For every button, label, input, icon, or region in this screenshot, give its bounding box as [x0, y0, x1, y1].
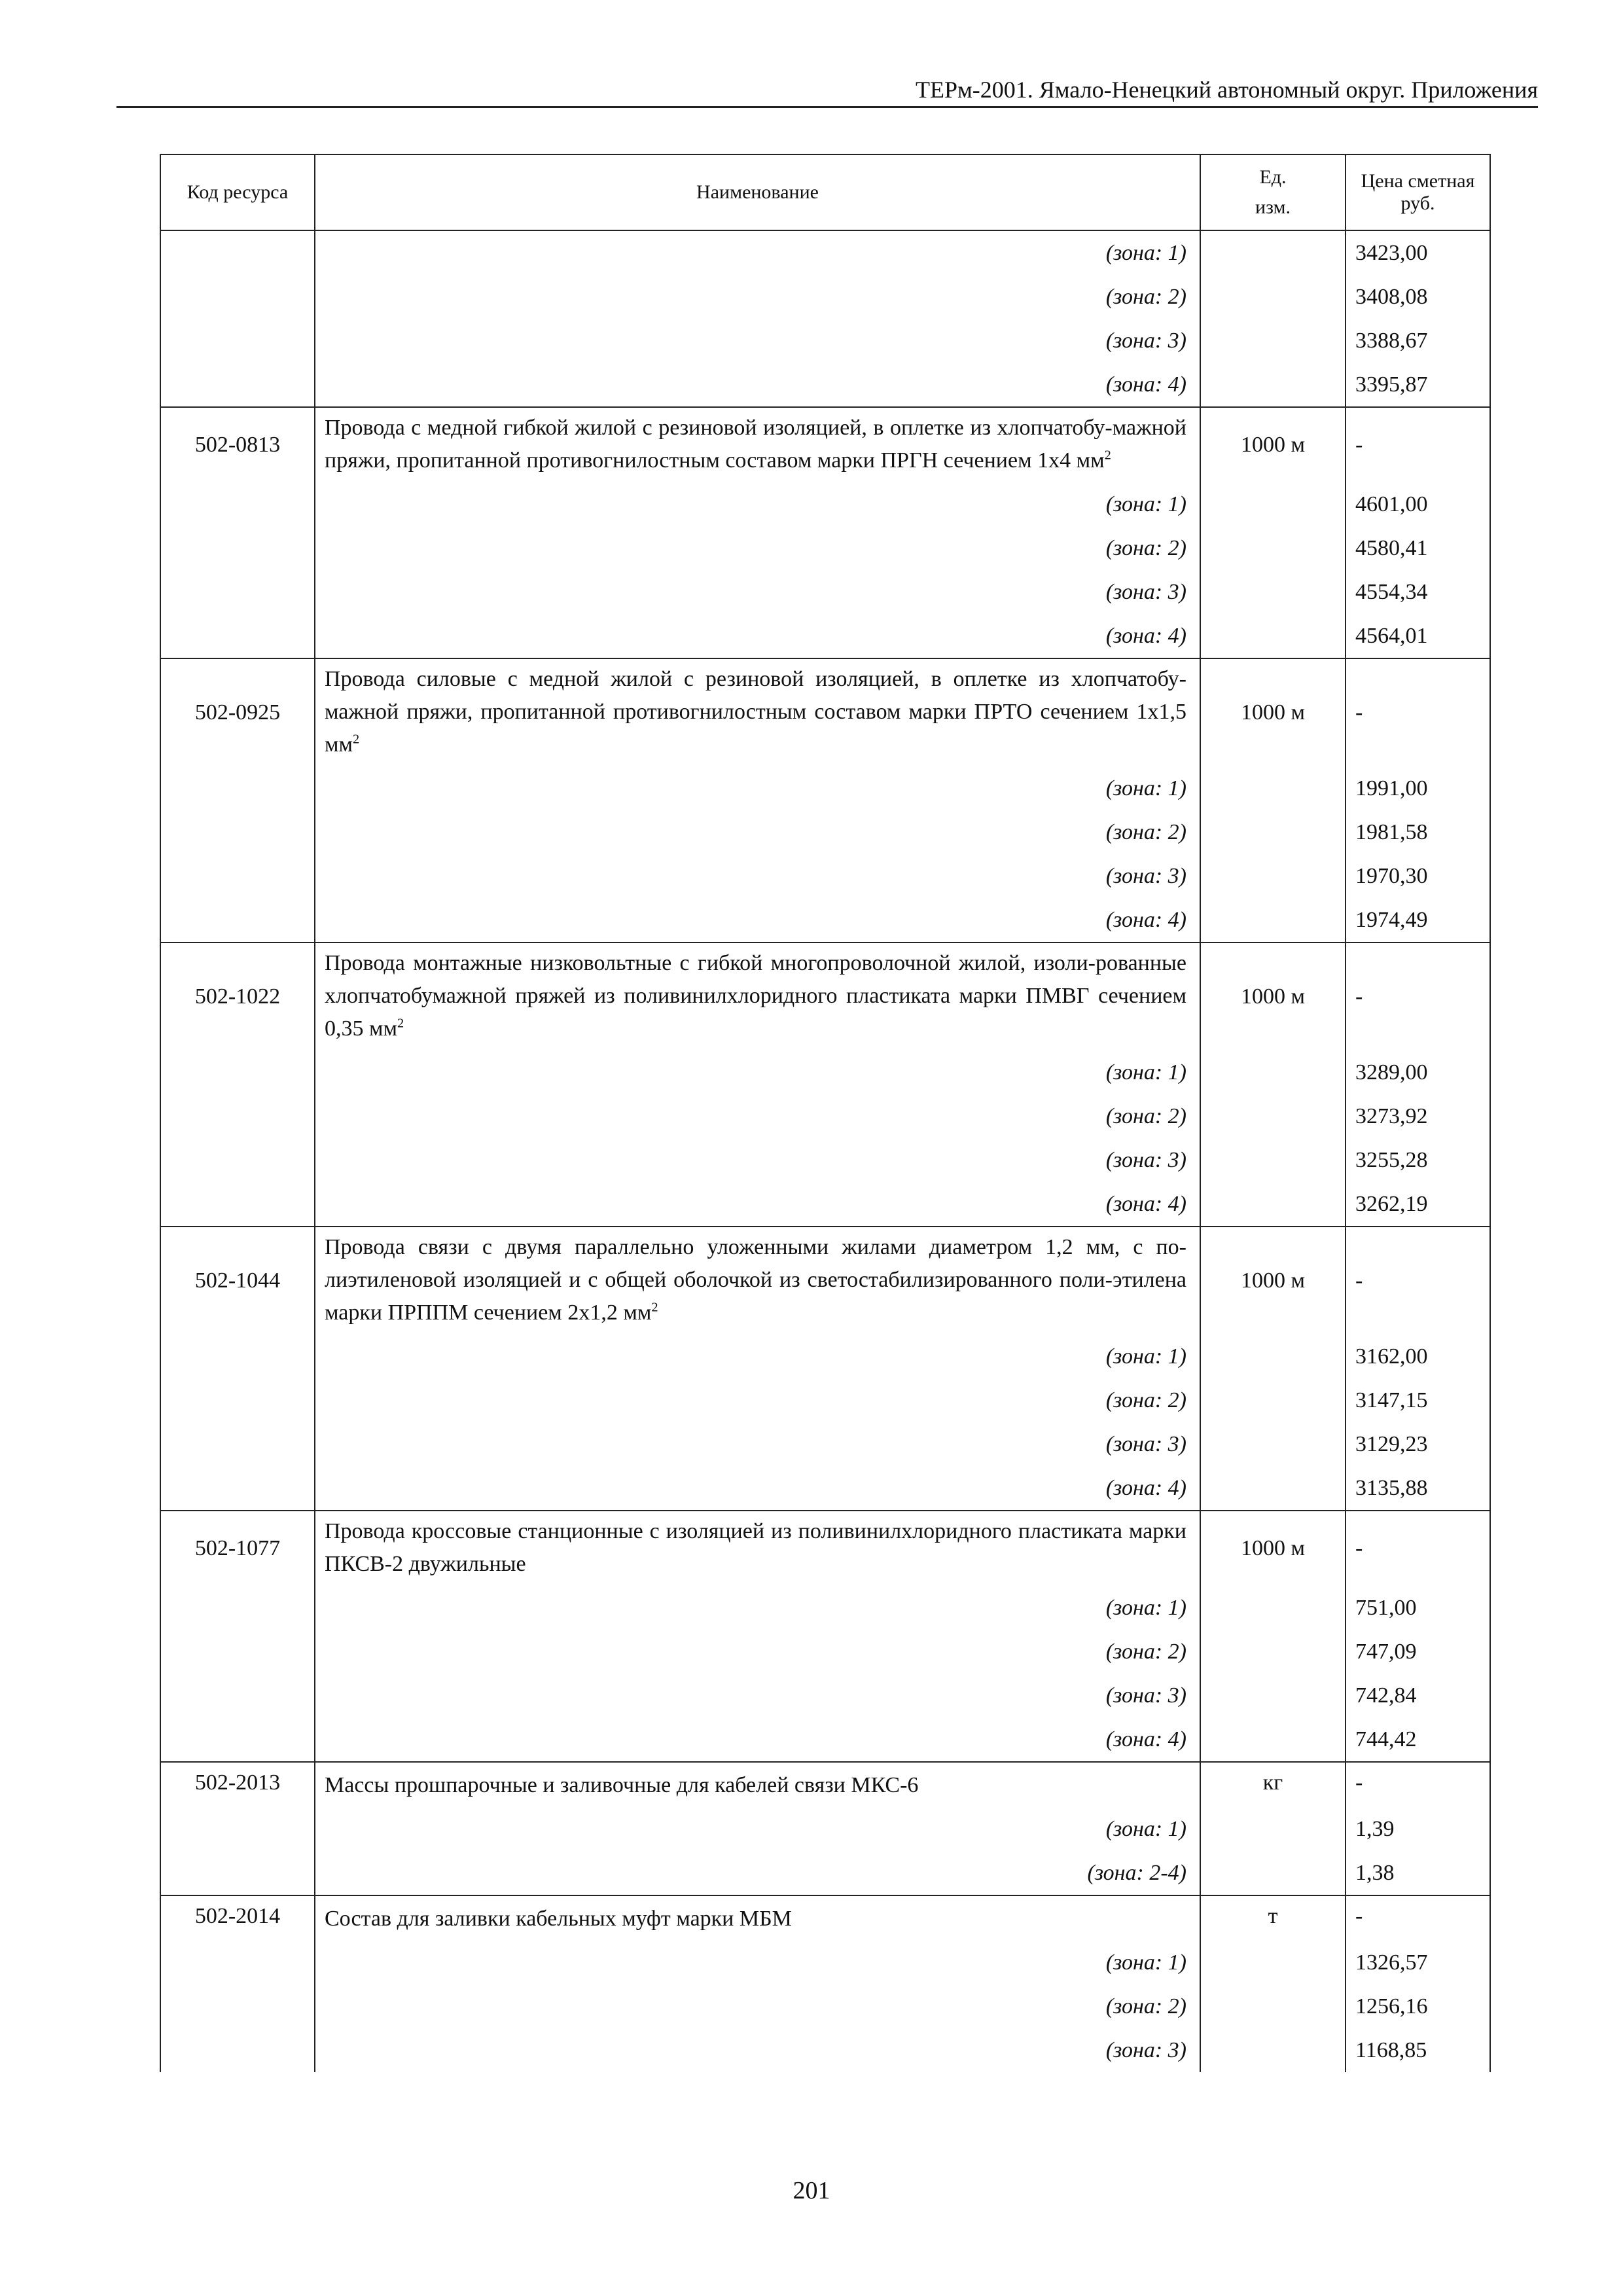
- zone-label: (зона: 4): [315, 1717, 1200, 1762]
- resource-row: [160, 407, 1490, 482]
- zone-unit-empty: [1200, 1717, 1346, 1762]
- zone-price: 3388,67: [1346, 319, 1490, 363]
- zone-row: [160, 1138, 1490, 1182]
- zone-label: (зона: 3): [315, 319, 1200, 363]
- zone-price: 3135,88: [1346, 1466, 1490, 1511]
- zone-price: 3147,15: [1346, 1378, 1490, 1422]
- zone-price: 3273,92: [1346, 1094, 1490, 1138]
- zone-price: 3408,08: [1346, 275, 1490, 319]
- resource-unit: 1000 м: [1200, 942, 1346, 1050]
- resource-description-text: Массы прошпарочные и заливочные для кабелей связи МКС-6: [325, 1773, 919, 1797]
- zone-price: 1981,58: [1346, 810, 1490, 854]
- zone-label: (зона: 3): [315, 1674, 1200, 1717]
- zone-code-empty: [160, 1984, 315, 2028]
- zone-label: (зона: 1): [315, 1941, 1200, 1984]
- column-header-code: Код ресурса: [160, 154, 315, 230]
- zone-code-empty: [160, 1717, 315, 1762]
- zone-unit-empty: [1200, 1586, 1346, 1630]
- zone-row: [160, 1941, 1490, 1984]
- table-header-row: [160, 154, 1490, 230]
- unit-superscript: 2: [651, 1300, 658, 1315]
- zone-code-empty: [160, 1050, 315, 1094]
- zone-code-empty: [160, 319, 315, 363]
- zone-unit-empty: [1200, 1335, 1346, 1378]
- zone-label: (зона: 3): [315, 570, 1200, 614]
- zone-label: (зона: 2): [315, 275, 1200, 319]
- resource-unit: т: [1200, 1895, 1346, 1941]
- zone-code-empty: [160, 1466, 315, 1511]
- zone-label: (зона: 2): [315, 1094, 1200, 1138]
- zone-price: 4554,34: [1346, 570, 1490, 614]
- zone-unit-empty: [1200, 1138, 1346, 1182]
- zone-code-empty: [160, 482, 315, 526]
- zone-row: [160, 230, 1490, 275]
- zone-row: [160, 482, 1490, 526]
- zone-unit-empty: [1200, 2028, 1346, 2072]
- zone-price: 4564,01: [1346, 614, 1490, 658]
- zone-unit-empty: [1200, 1630, 1346, 1674]
- zone-label: (зона: 1): [315, 1586, 1200, 1630]
- resource-price: -: [1346, 407, 1490, 482]
- zone-row: [160, 614, 1490, 658]
- zone-code-empty: [160, 2028, 315, 2072]
- zone-label: (зона: 1): [315, 1050, 1200, 1094]
- resource-description: [315, 1762, 1200, 1807]
- zone-code-empty: [160, 810, 315, 854]
- page-number: 201: [793, 2177, 830, 2204]
- zone-unit-empty: [1200, 1050, 1346, 1094]
- zone-price: 3162,00: [1346, 1335, 1490, 1378]
- zone-code-empty: [160, 1138, 315, 1182]
- resource-row: [160, 1227, 1490, 1335]
- zone-row: [160, 1335, 1490, 1378]
- resource-description-text: Провода силовые с медной жилой с резиновой изоляцией, в оплетке из хлопчатобу-мажной пряжи, пропитанной противогнилостным составом марки ПРТО сечением 1х1,5 мм: [325, 667, 1186, 757]
- zone-row: [160, 1851, 1490, 1895]
- resource-price: -: [1346, 1227, 1490, 1335]
- zone-label: (зона: 2-4): [315, 1851, 1200, 1895]
- zone-price: 1256,16: [1346, 1984, 1490, 2028]
- resource-row: [160, 942, 1490, 1050]
- resource-code: 502-0925: [160, 658, 315, 766]
- resource-description-text: Провода монтажные низковольтные с гибкой многопроволочной жилой, изоли-рованные хлопчатобумажной пряжей из поливинилхлоридного пластиката марки ПМВГ сечением 0,35 мм: [325, 951, 1186, 1041]
- zone-label: (зона: 2): [315, 1630, 1200, 1674]
- zone-unit-empty: [1200, 1466, 1346, 1511]
- resource-description-text: Провода связи с двумя параллельно уложенными жилами диаметром 1,2 мм, с по-лиэтиленовой изоляцией и с общей оболочкой из светостабилизированного поли-этилена марки ПРППМ сечением 2х1,2 мм: [325, 1235, 1186, 1325]
- zone-price: 3423,00: [1346, 230, 1490, 275]
- zone-row: [160, 1422, 1490, 1466]
- zone-row: [160, 275, 1490, 319]
- zone-label: (зона: 3): [315, 1138, 1200, 1182]
- zone-code-empty: [160, 1094, 315, 1138]
- zone-price: 1970,30: [1346, 854, 1490, 898]
- zone-code-empty: [160, 1422, 315, 1466]
- zone-unit-empty: [1200, 854, 1346, 898]
- zone-row: [160, 363, 1490, 407]
- zone-row: [160, 1466, 1490, 1511]
- zone-price: 3395,87: [1346, 363, 1490, 407]
- resource-code: 502-2013: [160, 1762, 315, 1807]
- zone-code-empty: [160, 363, 315, 407]
- zone-unit-empty: [1200, 526, 1346, 570]
- zone-label: (зона: 1): [315, 1335, 1200, 1378]
- zone-code-empty: [160, 1851, 315, 1895]
- resource-code: 502-1022: [160, 942, 315, 1050]
- zone-price: 1168,85: [1346, 2028, 1490, 2072]
- zone-label: (зона: 2): [315, 1378, 1200, 1422]
- resource-description-text: Провода кроссовые станционные с изоляцией из поливинилхлоридного пластиката марки ПКСВ-2 двужильные: [325, 1519, 1186, 1576]
- zone-label: (зона: 3): [315, 2028, 1200, 2072]
- zone-code-empty: [160, 570, 315, 614]
- zone-price: 751,00: [1346, 1586, 1490, 1630]
- zone-unit-empty: [1200, 363, 1346, 407]
- zone-row: [160, 1378, 1490, 1422]
- resource-unit: кг: [1200, 1762, 1346, 1807]
- zone-unit-empty: [1200, 230, 1346, 275]
- resource-row: [160, 1511, 1490, 1586]
- zone-price: 744,42: [1346, 1717, 1490, 1762]
- unit-superscript: 2: [1104, 448, 1111, 463]
- zone-row: [160, 1807, 1490, 1851]
- zone-price: 3289,00: [1346, 1050, 1490, 1094]
- zone-unit-empty: [1200, 1182, 1346, 1227]
- zone-unit-empty: [1200, 1378, 1346, 1422]
- resource-description: [315, 1511, 1200, 1586]
- zone-label: (зона: 4): [315, 1182, 1200, 1227]
- zone-unit-empty: [1200, 570, 1346, 614]
- zone-label: (зона: 2): [315, 810, 1200, 854]
- zone-unit-empty: [1200, 1984, 1346, 2028]
- zone-price: 3129,23: [1346, 1422, 1490, 1466]
- zone-unit-empty: [1200, 482, 1346, 526]
- zone-label: (зона: 2): [315, 1984, 1200, 2028]
- zone-code-empty: [160, 1941, 315, 1984]
- zone-code-empty: [160, 898, 315, 942]
- zone-row: [160, 1094, 1490, 1138]
- zone-row: [160, 1717, 1490, 1762]
- zone-code-empty: [160, 854, 315, 898]
- zone-label: (зона: 3): [315, 1422, 1200, 1466]
- zone-row: [160, 1050, 1490, 1094]
- zone-unit-empty: [1200, 275, 1346, 319]
- resource-row: [160, 1762, 1490, 1807]
- zone-row: [160, 1630, 1490, 1674]
- price-table: [160, 154, 1491, 2072]
- zone-row: [160, 2028, 1490, 2072]
- zone-row: [160, 766, 1490, 810]
- zone-code-empty: [160, 230, 315, 275]
- zone-label: (зона: 4): [315, 1466, 1200, 1511]
- zone-code-empty: [160, 1586, 315, 1630]
- zone-row: [160, 898, 1490, 942]
- zone-label: (зона: 2): [315, 526, 1200, 570]
- zone-price: 1991,00: [1346, 766, 1490, 810]
- zone-row: [160, 1984, 1490, 2028]
- zone-unit-empty: [1200, 1422, 1346, 1466]
- zone-unit-empty: [1200, 319, 1346, 363]
- zone-label: (зона: 4): [315, 363, 1200, 407]
- zone-code-empty: [160, 1378, 315, 1422]
- zone-price: 3262,19: [1346, 1182, 1490, 1227]
- zone-unit-empty: [1200, 1851, 1346, 1895]
- zone-price: 3255,28: [1346, 1138, 1490, 1182]
- resource-code: 502-1044: [160, 1227, 315, 1335]
- zone-price: 1,38: [1346, 1851, 1490, 1895]
- resource-description: [315, 942, 1200, 1050]
- resource-code: 502-0813: [160, 407, 315, 482]
- zone-price: 1326,57: [1346, 1941, 1490, 1984]
- zone-code-empty: [160, 1630, 315, 1674]
- resource-price: -: [1346, 1895, 1490, 1941]
- zone-label: (зона: 1): [315, 482, 1200, 526]
- zone-code-empty: [160, 1807, 315, 1851]
- zone-row: [160, 570, 1490, 614]
- header-title: ТЕРм-2001. Ямало-Ненецкий автономный округ. Приложения: [915, 77, 1538, 103]
- zone-row: [160, 854, 1490, 898]
- resource-description: [315, 407, 1200, 482]
- zone-unit-empty: [1200, 1941, 1346, 1984]
- zone-row: [160, 810, 1490, 854]
- resource-price: -: [1346, 1511, 1490, 1586]
- resource-unit: 1000 м: [1200, 658, 1346, 766]
- zone-unit-empty: [1200, 810, 1346, 854]
- zone-code-empty: [160, 275, 315, 319]
- zone-label: (зона: 1): [315, 1807, 1200, 1851]
- resource-description: [315, 1227, 1200, 1335]
- zone-price: 1,39: [1346, 1807, 1490, 1851]
- zone-label: (зона: 1): [315, 766, 1200, 810]
- zone-code-empty: [160, 614, 315, 658]
- zone-unit-empty: [1200, 898, 1346, 942]
- resource-description-text: Состав для заливки кабельных муфт марки МБМ: [325, 1907, 792, 1931]
- zone-label: (зона: 4): [315, 898, 1200, 942]
- zone-row: [160, 526, 1490, 570]
- resource-unit: 1000 м: [1200, 1511, 1346, 1586]
- zone-price: 747,09: [1346, 1630, 1490, 1674]
- table-body: [160, 230, 1490, 2072]
- zone-unit-empty: [1200, 1094, 1346, 1138]
- resource-price: -: [1346, 1762, 1490, 1807]
- zone-unit-empty: [1200, 1674, 1346, 1717]
- resource-description-text: Провода с медной гибкой жилой с резиновой изоляцией, в оплетке из хлопчатобу-мажной пряжи, пропитанной противогнилостным составом марки ПРГН сечением 1х4 мм: [325, 416, 1186, 473]
- resource-price: -: [1346, 942, 1490, 1050]
- resource-code: 502-1077: [160, 1511, 315, 1586]
- zone-code-empty: [160, 766, 315, 810]
- running-header: [116, 73, 1538, 108]
- zone-label: (зона: 3): [315, 854, 1200, 898]
- zone-price: 742,84: [1346, 1674, 1490, 1717]
- resource-price: -: [1346, 658, 1490, 766]
- resource-code: 502-2014: [160, 1895, 315, 1941]
- zone-price: 1974,49: [1346, 898, 1490, 942]
- resource-description: [315, 658, 1200, 766]
- zone-unit-empty: [1200, 766, 1346, 810]
- zone-code-empty: [160, 526, 315, 570]
- unit-superscript: 2: [397, 1016, 404, 1031]
- zone-row: [160, 1182, 1490, 1227]
- zone-price: 4601,00: [1346, 482, 1490, 526]
- zone-unit-empty: [1200, 614, 1346, 658]
- unit-superscript: 2: [353, 732, 360, 747]
- zone-label: (зона: 1): [315, 230, 1200, 275]
- zone-label: (зона: 4): [315, 614, 1200, 658]
- column-header-price: Цена сметная руб.: [1346, 154, 1490, 230]
- column-header-name: Наименование: [315, 154, 1200, 230]
- resource-row: [160, 658, 1490, 766]
- zone-code-empty: [160, 1335, 315, 1378]
- zone-unit-empty: [1200, 1807, 1346, 1851]
- zone-row: [160, 319, 1490, 363]
- zone-code-empty: [160, 1182, 315, 1227]
- zone-price: 4580,41: [1346, 526, 1490, 570]
- zone-row: [160, 1586, 1490, 1630]
- resource-row: [160, 1895, 1490, 1941]
- zone-row: [160, 1674, 1490, 1717]
- resource-unit: 1000 м: [1200, 1227, 1346, 1335]
- resource-unit: 1000 м: [1200, 407, 1346, 482]
- resource-description: [315, 1895, 1200, 1941]
- zone-code-empty: [160, 1674, 315, 1717]
- column-header-unit: Ед. изм.: [1200, 154, 1346, 230]
